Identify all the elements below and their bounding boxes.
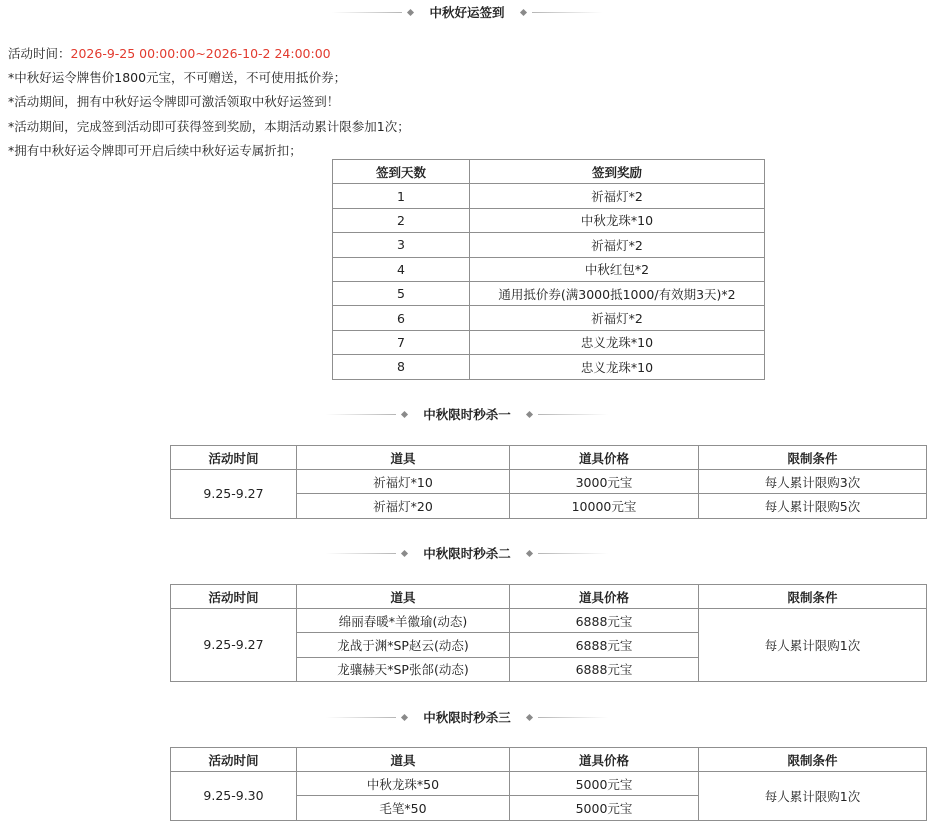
price-cell: 10000元宝 bbox=[510, 494, 699, 518]
table-row bbox=[333, 355, 765, 379]
item-cell: 龙骧赫天*SP张郃(动态) bbox=[297, 657, 510, 681]
table-header-row bbox=[171, 585, 927, 609]
table-row bbox=[333, 233, 765, 257]
signin-reward-table bbox=[332, 159, 765, 380]
table-header-row bbox=[171, 748, 927, 772]
diamond-icon bbox=[401, 713, 408, 720]
column-header: 道具价格 bbox=[510, 585, 699, 609]
section-title-text: 中秋限时秒杀二 bbox=[423, 546, 511, 561]
column-header: 道具价格 bbox=[510, 446, 699, 470]
table-row bbox=[333, 306, 765, 330]
item-cell: 祈福灯*10 bbox=[297, 470, 510, 494]
reward-cell: 忠义龙珠*10 bbox=[470, 330, 765, 354]
reward-cell: 祈福灯*2 bbox=[470, 233, 765, 257]
time-cell: 9.25-9.30 bbox=[171, 772, 297, 820]
event-time bbox=[8, 42, 410, 66]
section-title-flash3 bbox=[0, 707, 934, 727]
column-header: 道具 bbox=[297, 446, 510, 470]
day-cell: 4 bbox=[333, 257, 470, 281]
column-header: 签到奖励 bbox=[470, 160, 765, 184]
day-cell: 8 bbox=[333, 355, 470, 379]
day-cell: 2 bbox=[333, 208, 470, 232]
section-title-flash2 bbox=[0, 543, 934, 563]
table-row bbox=[333, 184, 765, 208]
flash-sale-1-table bbox=[170, 445, 927, 519]
table-row bbox=[333, 330, 765, 354]
column-header: 限制条件 bbox=[699, 585, 927, 609]
column-header: 道具 bbox=[297, 748, 510, 772]
limit-cell: 每人累计限购3次 bbox=[699, 470, 927, 494]
event-time-label: 活动时间： bbox=[8, 46, 71, 61]
item-cell: 绵丽春暖*羊徽瑜(动态) bbox=[297, 609, 510, 633]
column-header: 限制条件 bbox=[699, 446, 927, 470]
limit-cell: 每人累计限购1次 bbox=[699, 772, 927, 820]
diamond-icon bbox=[519, 8, 526, 15]
day-cell: 1 bbox=[333, 184, 470, 208]
divider-line bbox=[326, 553, 396, 554]
section-title-signin bbox=[0, 2, 934, 22]
price-cell: 3000元宝 bbox=[510, 470, 699, 494]
day-cell: 7 bbox=[333, 330, 470, 354]
reward-cell: 中秋龙珠*10 bbox=[470, 208, 765, 232]
day-cell: 5 bbox=[333, 281, 470, 305]
table-row bbox=[333, 257, 765, 281]
limit-cell: 每人累计限购5次 bbox=[699, 494, 927, 518]
column-header: 道具 bbox=[297, 585, 510, 609]
table-row bbox=[171, 470, 927, 494]
event-time-value: 2026-9-25 00:00:00~2026-10-2 24:00:00 bbox=[70, 46, 331, 61]
divider-line bbox=[538, 717, 608, 718]
table-header-row bbox=[333, 160, 765, 184]
event-note: *拥有中秋好运令牌即可开启后续中秋好运专属折扣； bbox=[8, 142, 302, 158]
divider-line bbox=[332, 12, 402, 13]
column-header: 道具价格 bbox=[510, 748, 699, 772]
divider-line bbox=[532, 12, 602, 13]
day-cell: 3 bbox=[333, 233, 470, 257]
item-cell: 龙战于渊*SP赵云(动态) bbox=[297, 633, 510, 657]
day-cell: 6 bbox=[333, 306, 470, 330]
item-cell: 毛笔*50 bbox=[297, 796, 510, 820]
reward-cell: 祈福灯*2 bbox=[470, 306, 765, 330]
divider-line bbox=[538, 553, 608, 554]
price-cell: 6888元宝 bbox=[510, 657, 699, 681]
table-row bbox=[333, 208, 765, 232]
diamond-icon bbox=[407, 8, 414, 15]
reward-cell: 中秋红包*2 bbox=[470, 257, 765, 281]
table-row bbox=[171, 772, 927, 796]
flash-sale-2-table bbox=[170, 584, 927, 682]
price-cell: 6888元宝 bbox=[510, 633, 699, 657]
item-cell: 祈福灯*20 bbox=[297, 494, 510, 518]
reward-cell: 祈福灯*2 bbox=[470, 184, 765, 208]
diamond-icon bbox=[526, 549, 533, 556]
table-header-row bbox=[171, 446, 927, 470]
section-title-flash1 bbox=[0, 404, 934, 424]
flash-sale-3-table bbox=[170, 747, 927, 821]
divider-line bbox=[326, 717, 396, 718]
column-header: 活动时间 bbox=[171, 748, 297, 772]
item-cell: 中秋龙珠*50 bbox=[297, 772, 510, 796]
diamond-icon bbox=[526, 713, 533, 720]
table-row bbox=[171, 609, 927, 633]
section-title-text: 中秋限时秒杀三 bbox=[423, 710, 511, 725]
divider-line bbox=[326, 414, 396, 415]
event-note: *活动期间，拥有中秋好运令牌即可激活领取中秋好运签到！ bbox=[8, 94, 340, 110]
column-header: 限制条件 bbox=[699, 748, 927, 772]
price-cell: 5000元宝 bbox=[510, 796, 699, 820]
section-title-text: 中秋好运签到 bbox=[429, 5, 505, 20]
diamond-icon bbox=[526, 410, 533, 417]
event-note: *活动期间，完成签到活动即可获得签到奖励，本期活动累计限参加1次； bbox=[8, 118, 410, 134]
column-header: 活动时间 bbox=[171, 585, 297, 609]
diamond-icon bbox=[401, 410, 408, 417]
reward-cell: 忠义龙珠*10 bbox=[470, 355, 765, 379]
event-note: *中秋好运令牌售价1800元宝，不可赠送，不可使用抵价券； bbox=[8, 70, 347, 86]
reward-cell: 通用抵价券(满3000抵1000/有效期3天)*2 bbox=[470, 281, 765, 305]
price-cell: 5000元宝 bbox=[510, 772, 699, 796]
time-cell: 9.25-9.27 bbox=[171, 470, 297, 518]
diamond-icon bbox=[401, 549, 408, 556]
divider-line bbox=[538, 414, 608, 415]
time-cell: 9.25-9.27 bbox=[171, 609, 297, 682]
section-title-text: 中秋限时秒杀一 bbox=[423, 407, 511, 422]
column-header: 签到天数 bbox=[333, 160, 470, 184]
event-intro bbox=[8, 42, 410, 163]
table-row bbox=[333, 281, 765, 305]
limit-cell: 每人累计限购1次 bbox=[699, 609, 927, 682]
price-cell: 6888元宝 bbox=[510, 609, 699, 633]
column-header: 活动时间 bbox=[171, 446, 297, 470]
